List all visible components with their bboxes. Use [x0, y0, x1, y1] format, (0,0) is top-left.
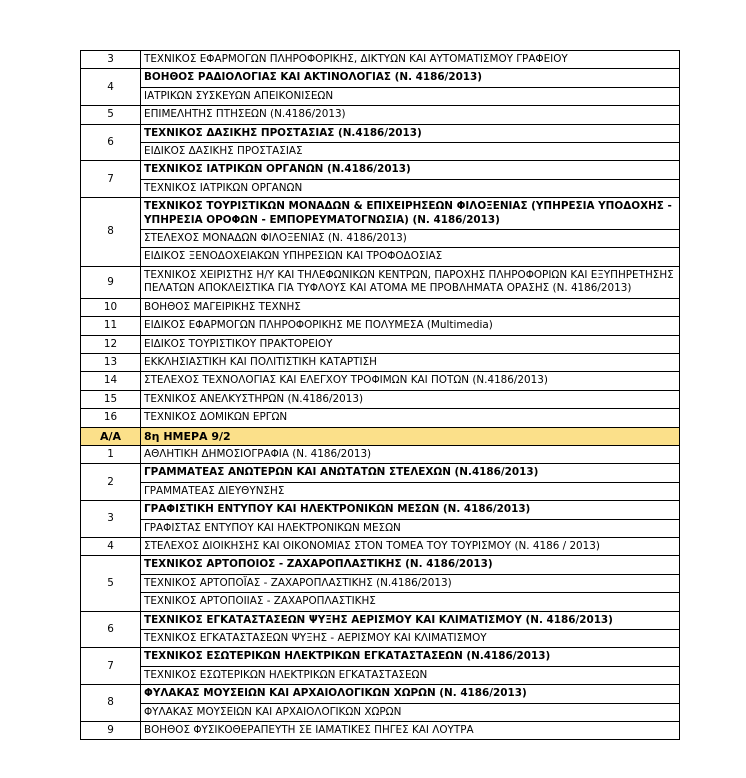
specialties-table — [80, 50, 680, 740]
table-row — [81, 69, 680, 87]
row-number: 3 — [81, 51, 141, 69]
specialty-name: ΤΕΧΝΙΚΟΣ ΑΝΕΛΚΥΣΤΗΡΩΝ (Ν.4186/2013) — [141, 390, 680, 408]
row-number: 5 — [81, 106, 141, 124]
specialty-name: ΤΕΧΝΙΚΟΣ ΕΦΑΡΜΟΓΩΝ ΠΛΗΡΟΦΟΡΙΚΗΣ, ΔΙΚΤΥΩΝ ΚΑΙ ΑΥΤΟΜΑΤΙΣΜΟΥ ΓΡΑΦΕΙΟΥ — [141, 51, 680, 69]
table-row — [81, 124, 680, 142]
specialty-name: ΤΕΧΝΙΚΟΣ ΙΑΤΡΙΚΩΝ ΟΡΓΑΝΩΝ — [141, 179, 680, 197]
specialty-name: ΙΑΤΡΙΚΩΝ ΣΥΣΚΕΥΩΝ ΑΠΕΙΚΟΝΙΣΕΩΝ — [141, 87, 680, 105]
specialty-name: ΒΟΗΘΟΣ ΦΥΣΙΚΟΘΕΡΑΠΕΥΤΗ ΣΕ ΙΑΜΑΤΙΚΕΣ ΠΗΓΕΣ ΚΑΙ ΛΟΥΤΡΑ — [141, 722, 680, 740]
table-row — [81, 335, 680, 353]
specialty-name: ΤΕΧΝΙΚΟΣ ΔΟΜΙΚΩΝ ΕΡΓΩΝ — [141, 409, 680, 427]
specialty-title: ΤΕΧΝΙΚΟΣ ΙΑΤΡΙΚΩΝ ΟΡΓΑΝΩΝ (Ν.4186/2013) — [141, 161, 680, 179]
specialty-title: ΓΡΑΦΙΣΤΙΚΗ ΕΝΤΥΠΟΥ ΚΑΙ ΗΛΕΚΤΡΟΝΙΚΩΝ ΜΕΣΩΝ (Ν. 4186/2013) — [141, 501, 680, 519]
table-row — [81, 445, 680, 463]
specialty-title: ΤΕΧΝΙΚΟΣ ΕΓΚΑΤΑΣΤΑΣΕΩΝ ΨΥΞΗΣ ΑΕΡΙΣΜΟΥ ΚΑΙ ΚΛΙΜΑΤΙΣΜΟΥ (Ν. 4186/2013) — [141, 611, 680, 629]
table-row — [81, 372, 680, 390]
table-row — [81, 501, 680, 519]
table-row — [81, 143, 680, 161]
specialty-title: ΤΕΧΝΙΚΟΣ ΔΑΣΙΚΗΣ ΠΡΟΣΤΑΣΙΑΣ (Ν.4186/2013) — [141, 124, 680, 142]
specialty-name: ΒΟΗΘΟΣ ΜΑΓΕΙΡΙΚΗΣ ΤΕΧΝΗΣ — [141, 298, 680, 316]
specialty-name: ΤΕΧΝΙΚΟΣ ΕΓΚΑΤΑΣΤΑΣΕΩΝ ΨΥΞΗΣ - ΑΕΡΙΣΜΟΥ ΚΑΙ ΚΛΙΜΑΤΙΣΜΟΥ — [141, 630, 680, 648]
specialty-name: ΤΕΧΝΙΚΟΣ ΑΡΤΟΠΟΙΙΑΣ - ΖΑΧΑΡΟΠΛΑΣΤΙΚΗΣ — [141, 593, 680, 611]
table-row — [81, 722, 680, 740]
table-row — [81, 630, 680, 648]
table-row — [81, 464, 680, 482]
row-number: 2 — [81, 464, 141, 501]
row-number: 6 — [81, 124, 141, 161]
row-number: 9 — [81, 266, 141, 298]
table-row — [81, 106, 680, 124]
specialty-name: ΕΚΚΛΗΣΙΑΣΤΙΚΗ ΚΑΙ ΠΟΛΙΤΙΣΤΙΚΗ ΚΑΤΑΡΤΙΣΗ — [141, 353, 680, 371]
table-row — [81, 230, 680, 248]
row-number: 11 — [81, 317, 141, 335]
table-row — [81, 87, 680, 105]
table-row — [81, 648, 680, 666]
row-number: 4 — [81, 69, 141, 106]
specialty-name: ΤΕΧΝΙΚΟΣ ΑΡΤΟΠΟΪΑΣ - ΖΑΧΑΡΟΠΛΑΣΤΙΚΗΣ (Ν.4186/2013) — [141, 574, 680, 592]
table-row — [81, 593, 680, 611]
row-number: 3 — [81, 501, 141, 538]
specialty-title: ΤΕΧΝΙΚΟΣ ΕΣΩΤΕΡΙΚΩΝ ΗΛΕΚΤΡΙΚΩΝ ΕΓΚΑΤΑΣΤΑΣΕΩΝ (Ν.4186/2013) — [141, 648, 680, 666]
specialty-name: ΕΙΔΙΚΟΣ ΞΕΝΟΔΟΧΕΙΑΚΩΝ ΥΠΗΡΕΣΙΩΝ ΚΑΙ ΤΡΟΦΟΔΟΣΙΑΣ — [141, 248, 680, 266]
table-row — [81, 390, 680, 408]
row-number: 8 — [81, 198, 141, 267]
header-number-label: Α/Α — [81, 427, 141, 445]
specialty-name: ΣΤΕΛΕΧΟΣ ΔΙΟΙΚΗΣΗΣ ΚΑΙ ΟΙΚΟΝΟΜΙΑΣ ΣΤΟΝ ΤΟΜΕΑ ΤΟΥ ΤΟΥΡΙΣΜΟΥ (Ν. 4186 / 2013) — [141, 537, 680, 555]
specialty-name: ΑΘΛΗΤΙΚΗ ΔΗΜΟΣΙΟΓΡΑΦΙΑ (Ν. 4186/2013) — [141, 445, 680, 463]
specialty-title: ΓΡΑΜΜΑΤΕΑΣ ΑΝΩΤΕΡΩΝ ΚΑΙ ΑΝΩΤΑΤΩΝ ΣΤΕΛΕΧΩΝ (Ν.4186/2013) — [141, 464, 680, 482]
row-number: 10 — [81, 298, 141, 316]
row-number: 1 — [81, 445, 141, 463]
day-header-row — [81, 427, 680, 445]
table-row — [81, 685, 680, 703]
specialty-title: ΦΥΛΑΚΑΣ ΜΟΥΣΕΙΩΝ ΚΑΙ ΑΡΧΑΙΟΛΟΓΙΚΩΝ ΧΩΡΩΝ (Ν. 4186/2013) — [141, 685, 680, 703]
day-header-title: 8η ΗΜΕΡΑ 9/2 — [141, 427, 680, 445]
specialty-name: ΕΙΔΙΚΟΣ ΔΑΣΙΚΗΣ ΠΡΟΣΤΑΣΙΑΣ — [141, 143, 680, 161]
specialty-name: ΣΤΕΛΕΧΟΣ ΤΕΧΝΟΛΟΓΙΑΣ ΚΑΙ ΕΛΕΓΧΟΥ ΤΡΟΦΙΜΩΝ ΚΑΙ ΠΟΤΩΝ (Ν.4186/2013) — [141, 372, 680, 390]
table-row — [81, 161, 680, 179]
row-number: 5 — [81, 556, 141, 611]
table-row — [81, 611, 680, 629]
row-number: 6 — [81, 611, 141, 648]
row-number: 12 — [81, 335, 141, 353]
row-number: 9 — [81, 722, 141, 740]
specialty-name: ΣΤΕΛΕΧΟΣ ΜΟΝΑΔΩΝ ΦΙΛΟΞΕΝΙΑΣ (Ν. 4186/2013) — [141, 230, 680, 248]
table-row — [81, 574, 680, 592]
specialty-name: ΓΡΑΦΙΣΤΑΣ ΕΝΤΥΠΟΥ ΚΑΙ ΗΛΕΚΤΡΟΝΙΚΩΝ ΜΕΣΩΝ — [141, 519, 680, 537]
specialty-title: ΤΕΧΝΙΚΟΣ ΤΟΥΡΙΣΤΙΚΩΝ ΜΟΝΑΔΩΝ & ΕΠΙΧΕΙΡΗΣΕΩΝ ΦΙΛΟΞΕΝΙΑΣ (ΥΠΗΡΕΣΙΑ ΥΠΟΔΟΧΗΣ - ΥΠΗΡΕΣΙΑ ΟΡΟΦΩΝ - ΕΜΠΟΡΕΥΜΑΤΟΓΝΩΣΙΑ) (Ν. 4186/2013) — [141, 198, 680, 230]
table-row — [81, 519, 680, 537]
schedule-sheet — [80, 50, 679, 740]
specialty-title: ΒΟΗΘΟΣ ΡΑΔΙΟΛΟΓΙΑΣ ΚΑΙ ΑΚΤΙΝΟΛΟΓΙΑΣ (Ν. 4186/2013) — [141, 69, 680, 87]
row-number: 4 — [81, 537, 141, 555]
specialty-name: ΦΥΛΑΚΑΣ ΜΟΥΣΕΙΩΝ ΚΑΙ ΑΡΧΑΙΟΛΟΓΙΚΩΝ ΧΩΡΩΝ — [141, 703, 680, 721]
table-row — [81, 317, 680, 335]
row-number: 13 — [81, 353, 141, 371]
table-row — [81, 266, 680, 298]
table-row — [81, 666, 680, 684]
row-number: 7 — [81, 161, 141, 198]
table-body — [81, 51, 680, 740]
row-number: 14 — [81, 372, 141, 390]
table-row — [81, 353, 680, 371]
table-row — [81, 556, 680, 574]
specialty-name: ΕΠΙΜΕΛΗΤΗΣ ΠΤΗΣΕΩΝ (Ν.4186/2013) — [141, 106, 680, 124]
table-row — [81, 179, 680, 197]
specialty-name: ΕΙΔΙΚΟΣ ΤΟΥΡΙΣΤΙΚΟΥ ΠΡΑΚΤΟΡΕΙΟΥ — [141, 335, 680, 353]
specialty-title: ΤΕΧΝΙΚΟΣ ΑΡΤΟΠΟΙΟΣ - ΖΑΧΑΡΟΠΛΑΣΤΙΚΗΣ (Ν. 4186/2013) — [141, 556, 680, 574]
specialty-name: ΤΕΧΝΙΚΟΣ ΧΕΙΡΙΣΤΗΣ Η/Υ ΚΑΙ ΤΗΛΕΦΩΝΙΚΩΝ ΚΕΝΤΡΩΝ, ΠΑΡΟΧΗΣ ΠΛΗΡΟΦΟΡΙΩΝ ΚΑΙ ΕΞΥΠΗΡΕΤΗΣΗΣ ΠΕΛΑΤΩΝ ΑΠΟΚΛΕΙΣΤΙΚΑ ΓΙΑ ΤΥΦΛΟΥΣ ΚΑΙ ΑΤΟΜΑ ΜΕ ΠΡΟΒΛΗΜΑΤΑ ΟΡΑΣΗΣ (Ν. 4186/2013) — [141, 266, 680, 298]
row-number: 8 — [81, 685, 141, 722]
table-row — [81, 482, 680, 500]
table-row — [81, 51, 680, 69]
specialty-name: ΤΕΧΝΙΚΟΣ ΕΣΩΤΕΡΙΚΩΝ ΗΛΕΚΤΡΙΚΩΝ ΕΓΚΑΤΑΣΤΑΣΕΩΝ — [141, 666, 680, 684]
table-row — [81, 248, 680, 266]
specialty-name: ΕΙΔΙΚΟΣ ΕΦΑΡΜΟΓΩΝ ΠΛΗΡΟΦΟΡΙΚΗΣ ΜΕ ΠΟΛΥΜΕΣΑ (Multimedia) — [141, 317, 680, 335]
table-row — [81, 537, 680, 555]
row-number: 7 — [81, 648, 141, 685]
table-row — [81, 198, 680, 230]
specialty-name: ΓΡΑΜΜΑΤΕΑΣ ΔΙΕΥΘΥΝΣΗΣ — [141, 482, 680, 500]
table-row — [81, 703, 680, 721]
table-row — [81, 409, 680, 427]
row-number: 16 — [81, 409, 141, 427]
table-row — [81, 298, 680, 316]
row-number: 15 — [81, 390, 141, 408]
